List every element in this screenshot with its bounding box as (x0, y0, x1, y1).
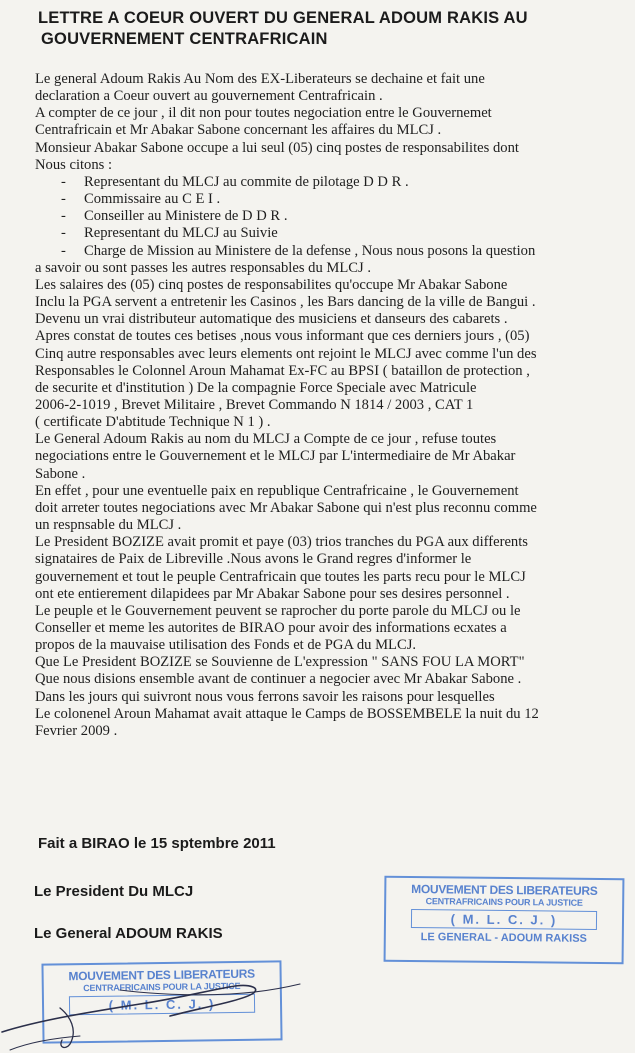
list-item: - Representant du MLCJ au commite de pilotage D D R . (61, 173, 409, 190)
place-date: Fait a BIRAO le 15 sptembre 2011 (38, 835, 276, 852)
body-line: Le General Adoum Rakis au nom du MLCJ a Compte de ce jour , refuse toutes (35, 431, 497, 448)
letter-body (35, 71, 610, 740)
body-line: Fevrier 2009 . (35, 722, 118, 739)
letter-title (38, 8, 598, 50)
body-line: gouvernement et tout le peuple Centrafricain que toutes les parts recu pour le MLCJ (35, 568, 526, 585)
title-line-2: GOUVERNEMENT CENTRAFRICAIN (41, 30, 328, 48)
list-item-text: Commissaire au C E I . (84, 191, 221, 208)
body-line: Le general Adoum Rakis Au Nom des EX-Liberateurs se dechaine et fait une (35, 71, 485, 87)
handwritten-signature (0, 960, 330, 1053)
stamp-line-1: MOUVEMENT DES LIBERATEURS (411, 882, 598, 898)
body-line: un respnsable du MLCJ . (35, 517, 182, 534)
list-item-text: Charge de Mission au Ministere de la defense , Nous nous posons la question (84, 242, 536, 259)
body-line: Dans les jours qui suivront nous vous ferrons savoir les raisons pour lesquelles (35, 688, 495, 705)
body-line: ( certificate D'abtitude Technique N 1 ) . (35, 414, 271, 431)
body-line: Que nous disions ensemble avant de continuer a negocier avec Mr Abakar Sabone . (35, 671, 522, 688)
body-line: Le peuple et le Gouvernement peuvent se raprocher du porte parole du MLCJ ou le (35, 602, 521, 619)
body-line: Que Le President BOZIZE se Souvienne de L'expression " SANS FOU LA MORT" (35, 654, 525, 671)
body-line: negociations entre le Gouvernement et le MLCJ par L'intermediaire de Mr Abakar (35, 448, 516, 465)
body-line: Inclu la PGA servent a entretenir les Casinos , les Bars dancing de la ville de Bangui . (35, 294, 536, 311)
body-line: En effet , pour une eventuelle paix en republique Centrafricaine , le Gouvernement (35, 482, 519, 499)
body-line: Les salaires des (05) cinq postes de responsabilites qu'occupe Mr Abakar Sabone (35, 276, 508, 293)
body-line: Centrafricain et Mr Abakar Sabone concernant les affaires du MLCJ . (35, 122, 442, 139)
stamp-line-4: LE GENERAL - ADOUM RAKISS (420, 931, 587, 945)
stamp-line-3: ( M. L. C. J. ) (411, 909, 597, 930)
body-line: Le President BOZIZE avait promit et paye (03) trios tranches du PGA aux differents (35, 534, 528, 551)
body-line: Apres constat de toutes ces betises ,nous vous informant que ces derniers jours , (05) (35, 328, 530, 345)
body-line: Cinq autre responsables avec leurs elements ont rejoint le MLCJ avec comme l'un des (35, 345, 537, 362)
list-item-text: Conseiller au Ministere de D D R . (84, 208, 288, 225)
body-line: Nous citons : (35, 156, 113, 173)
signatory-name: Le General ADOUM RAKIS (34, 925, 223, 942)
body-line: de securite et d'institution ) De la compagnie Force Speciale avec Matricule (35, 379, 477, 396)
body-line: ont ete entierement dilapidees par Mr Abakar Sabone pour ses desires personnel . (35, 585, 510, 602)
body-line: A compter de ce jour , il dit non pour toutes negociation entre le Gouvernemet (35, 105, 492, 122)
body-line: Monsieur Abakar Sabone occupe a lui seul (05) cinq postes de responsabilites dont (35, 139, 519, 156)
body-line: Responsables le Colonnel Aroun Mahamat Ex-FC au BPSI ( bataillon de protection , (35, 362, 530, 379)
list-item: - Conseiller au Ministere de D D R . (61, 208, 288, 225)
stamp-line-2: CENTRAFRICAINS POUR LA JUSTICE (83, 980, 241, 994)
body-line: declaration a Coeur ouvert au gouvernement Centrafricain . (35, 88, 383, 105)
body-line: propos de la mauvaise utilisation des Fonds et de PGA du MLCJ. (35, 637, 417, 654)
stamp-line-1: MOUVEMENT DES LIBERATEURS (68, 966, 255, 984)
body-line: Conseller et meme les autorites de BIRAO pour avoir des informations ecxates a (35, 620, 507, 636)
body-line: Devenu un vrai distributeur automatique des musiciens et danseurs des cabarets . (35, 311, 508, 328)
body-line: doit arreter toutes negociations avec Mr Abakar Sabone qui n'est plus reconnu comme (35, 499, 537, 516)
stamp-line-2: CENTRAFRICAINS POUR LA JUSTICE (425, 896, 583, 908)
body-line: 2006-2-1019 , Brevet Militaire , Brevet Commando N 1814 / 2003 , CAT 1 (35, 396, 474, 413)
positions-list (35, 174, 610, 260)
body-line: signataires de Paix de Libreville .Nous avons le Grand regres d'informer le (35, 551, 472, 568)
list-item: - Charge de Mission au Ministere de la defense , Nous nous posons la question (61, 242, 536, 259)
list-item-text: Representant du MLCJ au Suivie (84, 225, 278, 242)
body-line: a savoir ou sont passes les autres responsables du MLCJ . (35, 259, 372, 276)
list-item-text: Representant du MLCJ au commite de pilotage D D R . (84, 173, 409, 190)
title-line-1: LETTRE A COEUR OUVERT DU GENERAL ADOUM RAKIS AU (38, 9, 528, 27)
signatory-role: Le President Du MLCJ (34, 883, 194, 900)
body-line: Le colonenel Aroun Mahamat avait attaque le Camps de BOSSEMBELE la nuit du 12 (35, 705, 539, 722)
official-stamp-right (384, 876, 625, 965)
stamp-line-3: ( M. L. C. J. ) (69, 994, 255, 1016)
list-item: - Commissaire au C E I . (61, 191, 221, 208)
body-line: Sabone . (35, 465, 86, 482)
list-item: - Representant du MLCJ au Suivie (61, 225, 278, 242)
